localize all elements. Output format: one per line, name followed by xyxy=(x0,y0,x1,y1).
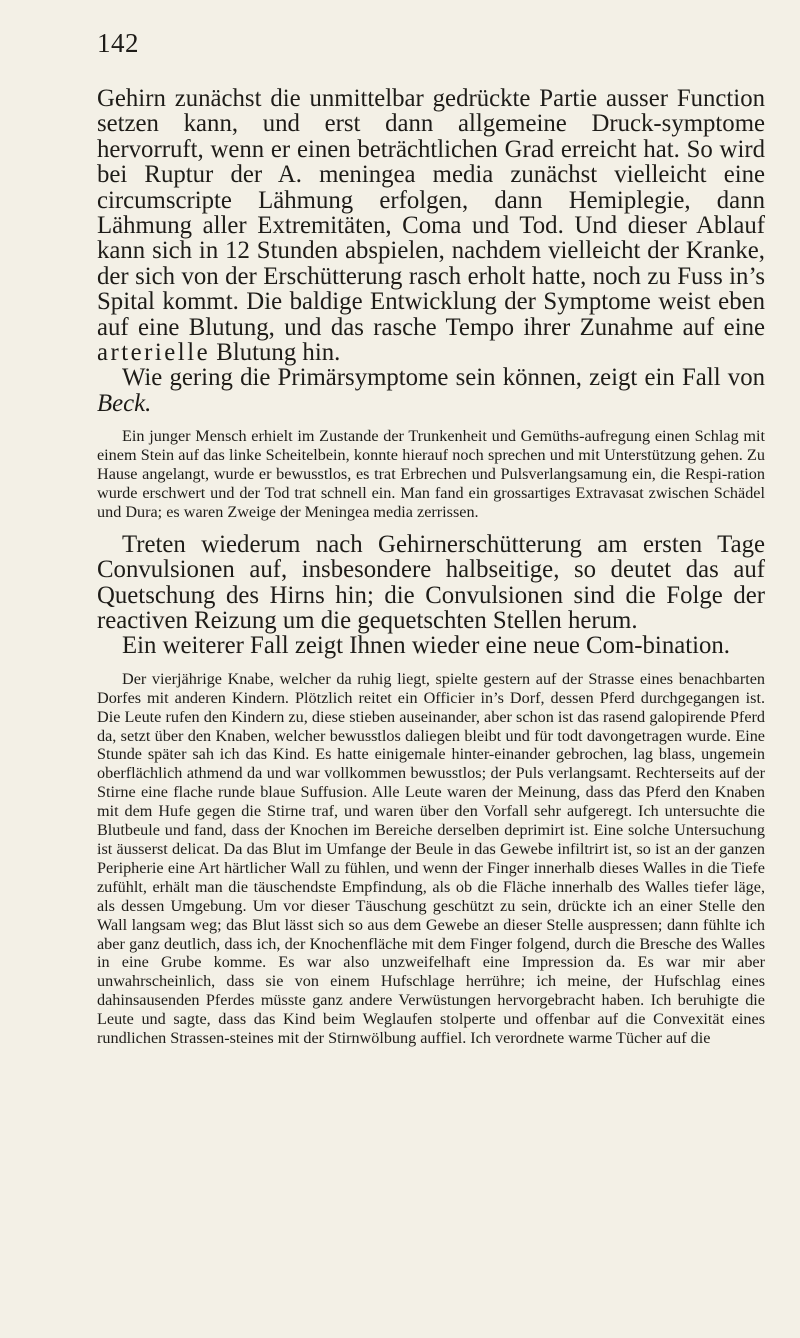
paragraph-convulsions: Treten wiederum nach Gehirnerschütterung am ersten Tage Convulsionen auf, insbesondere halbseitige, so deutet das auf Quetschung des Hirns hin; die Convulsionen sind die Folge der reactiven Reizung um die gequetschten Stellen herum. xyxy=(97,530,765,635)
paragraph-further-case: Ein weiterer Fall zeigt Ihnen wieder eine neue Com-bination. xyxy=(122,632,730,660)
paragraph-intro xyxy=(97,86,765,365)
emphasis-arterielle: arterielle xyxy=(97,339,211,367)
author-reference-beck: Beck. xyxy=(97,389,152,417)
page-body xyxy=(97,86,765,1048)
paragraph-intro-end: Blutung hin. xyxy=(210,339,341,367)
page-number: 142 xyxy=(97,28,139,58)
paragraph-intro-text: Gehirn zunächst die unmittelbar gedrückte Partie ausser Function setzen kann, und erst dann allgemeine Druck-symptome hervorruft, wenn er einen beträchtlichen Grad erreicht hat. So wird bei Ruptur der A. meningea media zunächst vielleicht eine circumscripte Lähmung erfolgen, dann Hemiplegie, dann Lähmung aller Extremitäten, Coma und Tod. Und dieser Ablauf kann sich in 12 Stunden abspielen, nachdem vielleicht der Kranke, der sich von der Erschütterung rasch erholt hatte, noch zu Fuss in’s Spital kommt. Die baldige Entwicklung der Symptome weist eben auf eine Blutung, und das rasche Tempo ihrer Zunahme auf eine xyxy=(97,85,765,341)
case-report-boy: Der vierjährige Knabe, welcher da ruhig liegt, spielte gestern auf der Strasse eines benachbarten Dorfes mit anderen Kindern. Plötzlich reitet ein Officier in’s Dorf, dessen Pferd durchgegangen ist. Die Leute rufen den Kindern zu, diese stieben auseinander, aber schon ist das rasend galopirende Pferd da, setzt über den Knaben, welcher bewusstlos daliegen bleibt und für todt davongetragen wurde. Eine Stunde später sah ich das Kind. Es hatte einigemale hinter-einander gebrochen, lag blass, ungemein oberflächlich athmend da und war vollkommen bewusstlos; der Puls verlangsamt. Rechterseits auf der Stirne eine flache runde blaue Suffusion. Alle Leute waren der Meinung, dass das Pferd den Knaben mit dem Hufe gegen die Stirne traf, und waren über den Vorfall sehr aufgeregt. Ich untersuchte die Blutbeule und fand, dass der Knochen im Bereiche derselben deprimirt ist. Eine solche Untersuchung ist äusserst delicat. Da das Blut im Umfange der Beule in das Gewebe infiltrirt ist, so ist an der ganzen Peripherie eine Art härtlicher Wall zu fühlen, und wenn der Finger innerhalb dieses Walles in die Tiefe zufühlt, erhält man die täuschendste Empfindung, als ob die Fläche innerhalb des Walles tiefer läge, als dessen Umgebung. Um vor dieser Täuschung geschützt zu sein, drückte ich an einer Stelle den Wall langsam weg; das Blut lässt sich so aus dem Gewebe an dieser Stelle auspressen; dann fühlte ich aber ganz deutlich, dass ich, der Knochenfläche mit dem Finger folgend, durch die Bresche des Walles in eine Grube komme. Es war also unzweifelhaft eine Impression da. Es war mir aber unwahrscheinlich, dass sie von einem Hufschlage herrühre; ich meine, der Hufschlag eines dahinsausenden Pferdes müsste ganz andere Verwüstungen hervorgebracht haben. Ich beruhigte die Leute und sagte, dass das Kind beim Weglaufen stolperte und offenbar auf die Convexität eines rundlichen Strassen-steines mit der Stirnwölbung auffiel. Ich verordnete warme Tücher auf die xyxy=(97,669,765,1048)
case-report-beck: Ein junger Mensch erhielt im Zustande der Trunkenheit und Gemüths-aufregung einen Schlag mit einem Stein auf das linke Scheitelbein, konnte hierauf noch sprechen und mit Unterstützung gehen. Zu Hause angelangt, wurde er bewusstlos, es trat Erbrechen und Pulsverlangsamung ein, die Respi-ration wurde erschwert und der Tod trat schnell ein. Man fand ein grossartiges Extravasat zwischen Schädel und Dura; es waren Zweige der Meningea media zerrissen. xyxy=(97,427,765,521)
paragraph-primary-symptoms xyxy=(97,365,765,416)
paragraph-primary-symptoms-text: Wie gering die Primärsymptome sein können, zeigt ein Fall von xyxy=(122,364,765,392)
